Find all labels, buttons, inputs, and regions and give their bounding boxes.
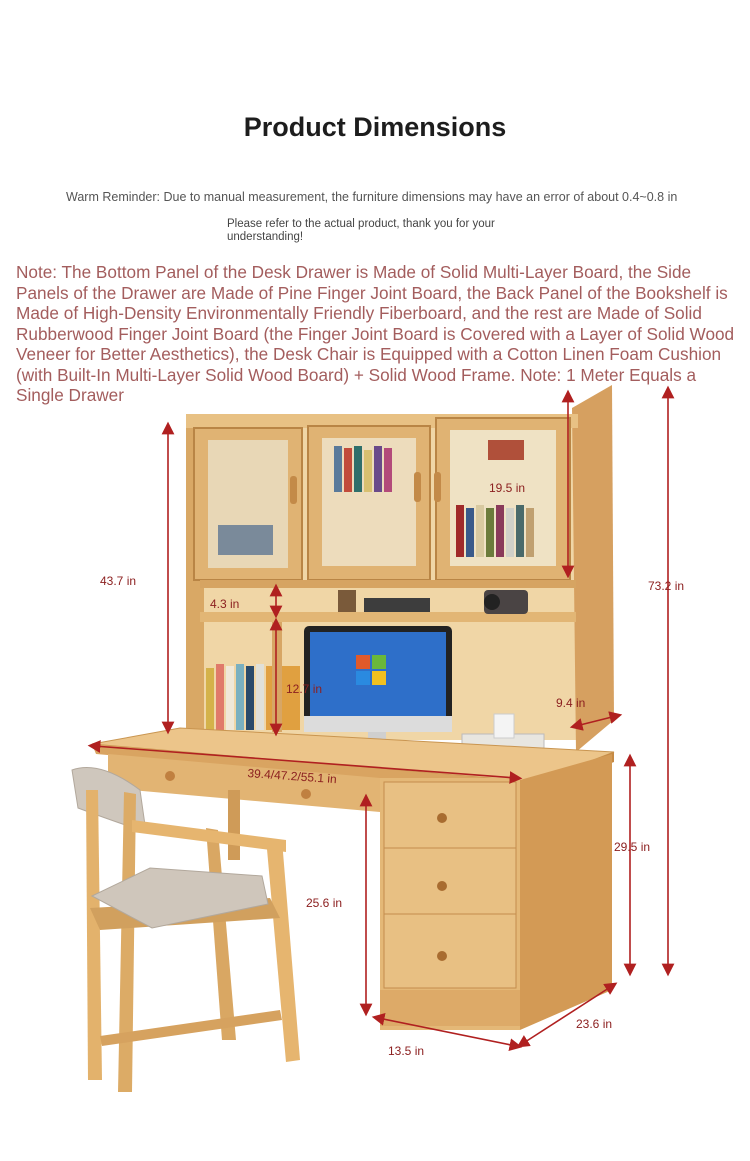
dim-drawer-width: 13.5 in [388, 1044, 425, 1058]
side-books [206, 664, 300, 730]
dim-gap-height: 4.3 in [210, 597, 240, 611]
dim-shelf-depth: 9.4 in [556, 696, 586, 710]
reference-note: Please refer to the actual product, thank you for your understanding! [227, 218, 495, 243]
warm-reminder: Warm Reminder: Due to manual measurement, the furniture dimensions may have an error of about 0.4~0.8 in [66, 190, 678, 204]
dim-desk-depth: 23.6 in [576, 1017, 613, 1031]
dim-cabinet-height: 19.5 in [489, 481, 526, 495]
monitor [304, 626, 452, 740]
drawer-3 [384, 914, 516, 988]
dim-desk-height: 29.5 in [614, 840, 651, 854]
open-shelf [200, 580, 576, 588]
drawer-cabinet-side [520, 754, 612, 1030]
chair [72, 768, 300, 1093]
dim-desk-width: 39.4/47.2/55.1 in [247, 766, 338, 787]
dim-middle-height: 12.7 in [286, 682, 323, 696]
drawer-1 [384, 782, 516, 856]
dim-total-height: 73.2 in [648, 579, 685, 593]
desk-left-leg [228, 790, 240, 860]
dim-chair-height: 25.6 in [306, 896, 343, 910]
page-title: Product Dimensions [243, 112, 507, 142]
dim-shelf-height: 43.7 in [100, 574, 137, 588]
drawer-2 [384, 848, 516, 924]
material-note: Note: The Bottom Panel of the Desk Drawer is Made of Solid Multi-Layer Board, the Side Panels of the Drawer are Made of Pine Finger Joint Board, the Back Panel of the Bookshelf is Made of High-Density Environmentally Friendly Fiberboard, and the rest are Made of Solid Rubberwood Finger Joint Board (the Finger Joint Board is Covered with a Layer of Solid Wood Veneer for Better Aesthetics), the Desk Chair is Equipped with a Cotton Linen Foam Cushion (with Built-In Multi-Layer Solid Wood Board) + Solid Wood Frame. Note: 1 Meter Equals a Single Drawer [16, 262, 735, 405]
